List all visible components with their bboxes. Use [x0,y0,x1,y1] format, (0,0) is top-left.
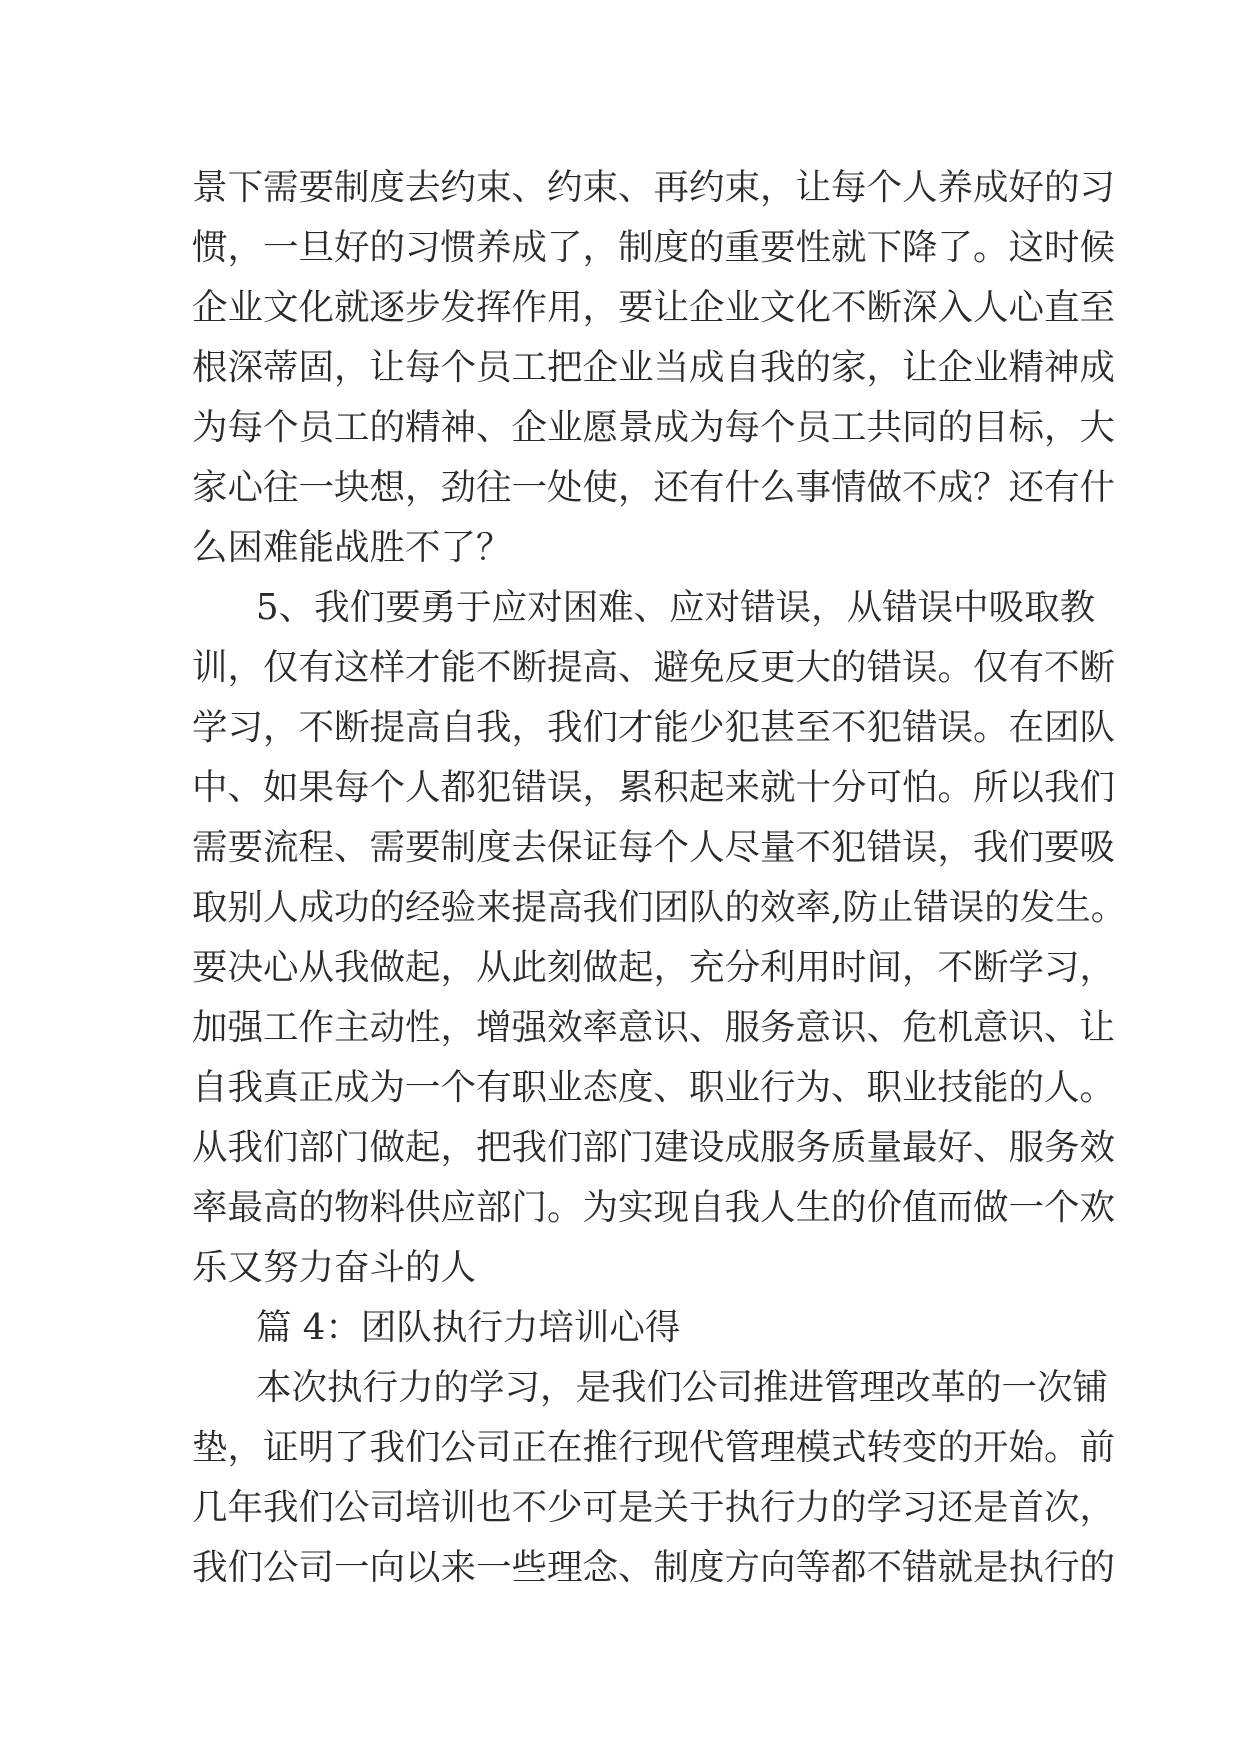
text-line: 家心往一块想，劲往一处使，还有什么事情做不成？还有什 [192,467,1116,508]
text-line: 需要流程、需要制度去保证每个人尽量不犯错误，我们要吸 [192,827,1116,868]
document-body [192,158,1127,1598]
text-line: 根深蒂固，让每个员工把企业当成自我的家，让企业精神成 [192,347,1116,388]
text-line: 取别人成功的经验来提高我们团队的效率,防止错误的发生。 [192,887,1127,928]
text-line: 5、我们要勇于应对困难、应对错误，从错误中吸取教 [256,587,1096,628]
text-line: 几年我们公司培训也不少可是关于执行力的学习还是首次， [192,1487,1116,1528]
text-line: 垫，证明了我们公司正在推行现代管理模式转变的开始。前 [192,1427,1116,1468]
text-line: 为每个员工的精神、企业愿景成为每个员工共同的目标，大 [192,407,1116,448]
text-line: 加强工作主动性，增强效率意识、服务意识、危机意识、让 [192,1007,1116,1048]
text-line: 景下需要制度去约束、约束、再约束，让每个人养成好的习 [192,167,1116,208]
text-line: 要决心从我做起，从此刻做起，充分利用时间，不断学习， [192,947,1116,988]
text-line: 学习，不断提高自我，我们才能少犯甚至不犯错误。在团队 [192,707,1116,748]
text-line: 本次执行力的学习，是我们公司推进管理改革的一次铺 [256,1367,1109,1408]
text-line: 我们公司一向以来一些理念、制度方向等都不错就是执行的 [192,1547,1116,1588]
text-line: 惯，一旦好的习惯养成了，制度的重要性就下降了。这时候 [192,227,1116,268]
paragraph-continuation [192,158,1116,578]
text-line: 率最高的物料供应部门。为实现自我人生的价值而做一个欢 [192,1187,1116,1228]
text-line: 从我们部门做起，把我们部门建设成服务质量最好、服务效 [192,1127,1116,1168]
paragraph-point-5 [192,578,1127,1298]
section-heading: 篇 4：团队执行力培训心得 [256,1307,681,1348]
text-line: 乐又努力奋斗的人 [192,1247,477,1288]
text-line: 么困难能战胜不了？ [192,527,512,568]
text-line: 自我真正成为一个有职业态度、职业行为、职业技能的人。 [192,1067,1116,1108]
paragraph-section-4 [192,1358,1116,1598]
text-line: 企业文化就逐步发挥作用，要让企业文化不断深入人心直至 [192,287,1116,328]
text-line: 训，仅有这样才能不断提高、避免反更大的错误。仅有不断 [192,647,1116,688]
text-line: 中、如果每个人都犯错误，累积起来就十分可怕。所以我们 [192,767,1116,808]
